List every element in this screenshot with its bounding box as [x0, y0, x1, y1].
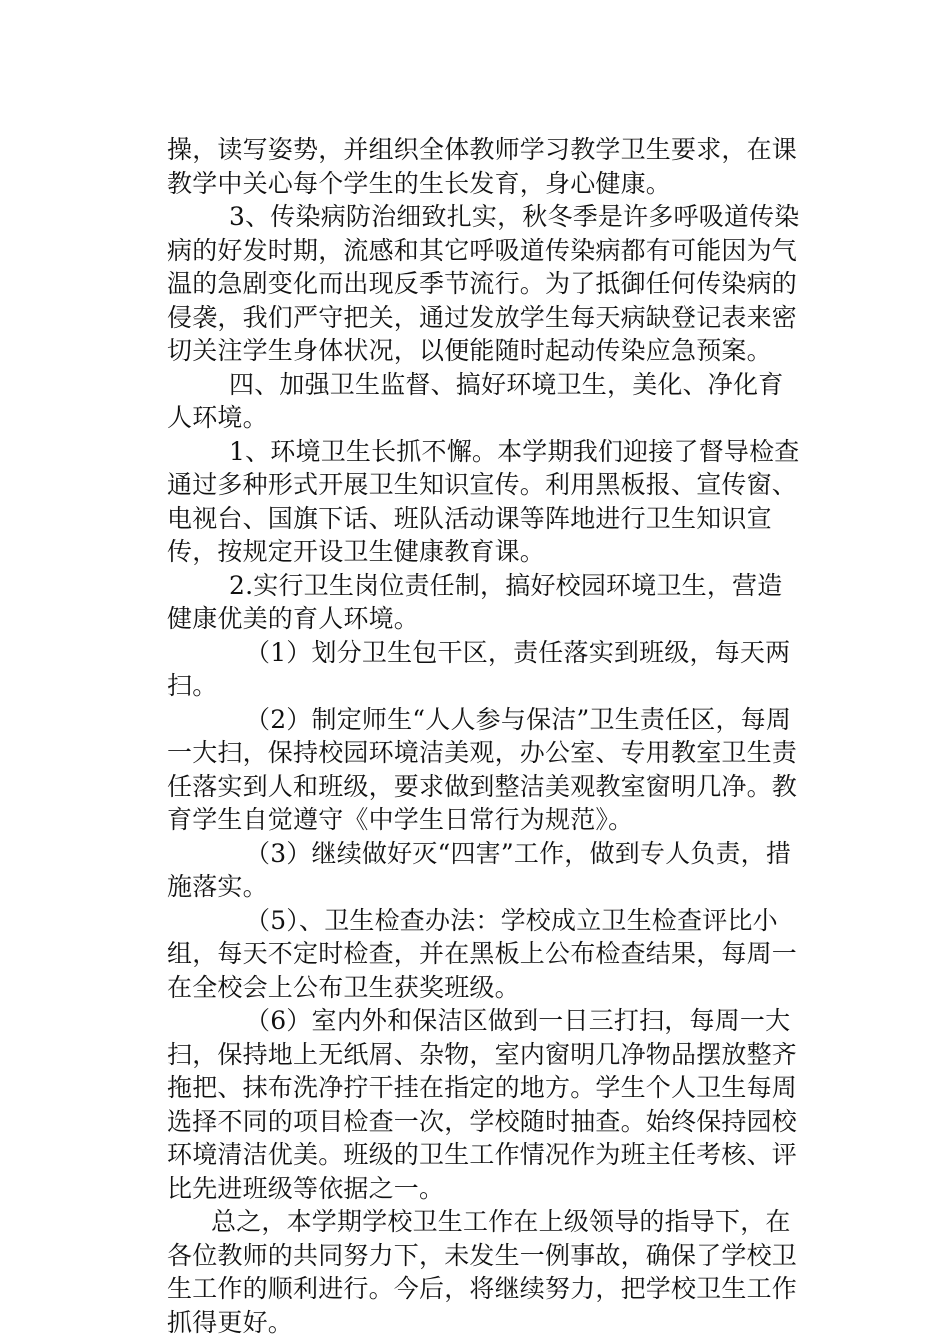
paragraph-item-5: （5）、卫生检查办法：学校成立卫生检查评比小组，每天不定时检查，并在黑板上公布检查结果，每周一在全校会上公布卫生获奖班级。 [167, 905, 798, 1002]
paragraph-conclusion: 总之，本学期学校卫生工作在上级领导的指导下，在各位教师的共同努力下，未发生一例事故，确保了学校卫生工作的顺利进行。今后，将继续努力，把学校卫生工作抓得更好。 [167, 1207, 798, 1337]
paragraph-item-2: （2）制定师生“人人参与保洁”卫生责任区，每周一大扫，保持校园环境洁美观，办公室、专用教室卫生责任落实到人和班级，要求做到整洁美观教室窗明几净。教育学生自觉遵守《中学生日常行为规范》。 [167, 704, 798, 834]
document-body [167, 133, 807, 1339]
paragraph-environment-2: 2.实行卫生岗位责任制，搞好校园环境卫生，营造健康优美的育人环境。 [167, 570, 783, 633]
paragraph-section-four-heading: 四、加强卫生监督、搞好环境卫生，美化、净化育人环境。 [167, 369, 784, 432]
paragraph-reading-posture: 操，读写姿势，并组织全体教师学习教学卫生要求，在课教学中关心每个学生的生长发育，身心健康。 [167, 135, 798, 198]
paragraph-item-3: （3）继续做好灭“四害”工作，做到专人负责，措施落实。 [167, 838, 792, 901]
paragraph-item-6: （6）室内外和保洁区做到一日三打扫，每周一大扫，保持地上无纸屑、杂物，室内窗明几净物品摆放整齐拖把、抹布洗净拧干挂在指定的地方。学生个人卫生每周选择不同的项目检查一次，学校随时抽查。始终保持园校环境清洁优美。班级的卫生工作情况作为班主任考核、评比先进班级等依据之一。 [167, 1006, 798, 1203]
paragraph-environment-1: 1、环境卫生长抓不懈。本学期我们迎接了督导检查通过多种形式开展卫生知识宣传。利用黑板报、宣传窗、电视台、国旗下话、班队活动课等阵地进行卫生知识宣传，按规定开设卫生健康教育课。 [167, 436, 800, 566]
paragraph-item-1: （1）划分卫生包干区，责任落实到班级，每天两扫。 [167, 637, 791, 700]
paragraph-epidemic-prevention: 3、传染病防治细致扎实，秋冬季是许多呼吸道传染病的好发时期，流感和其它呼吸道传染病都有可能因为气温的急剧变化而出现反季节流行。为了抵御任何传染病的侵袭，我们严守把关，通过发放学生每天病缺登记表来密切关注学生身体状况，以便能随时起动传染应急预案。 [167, 202, 800, 365]
